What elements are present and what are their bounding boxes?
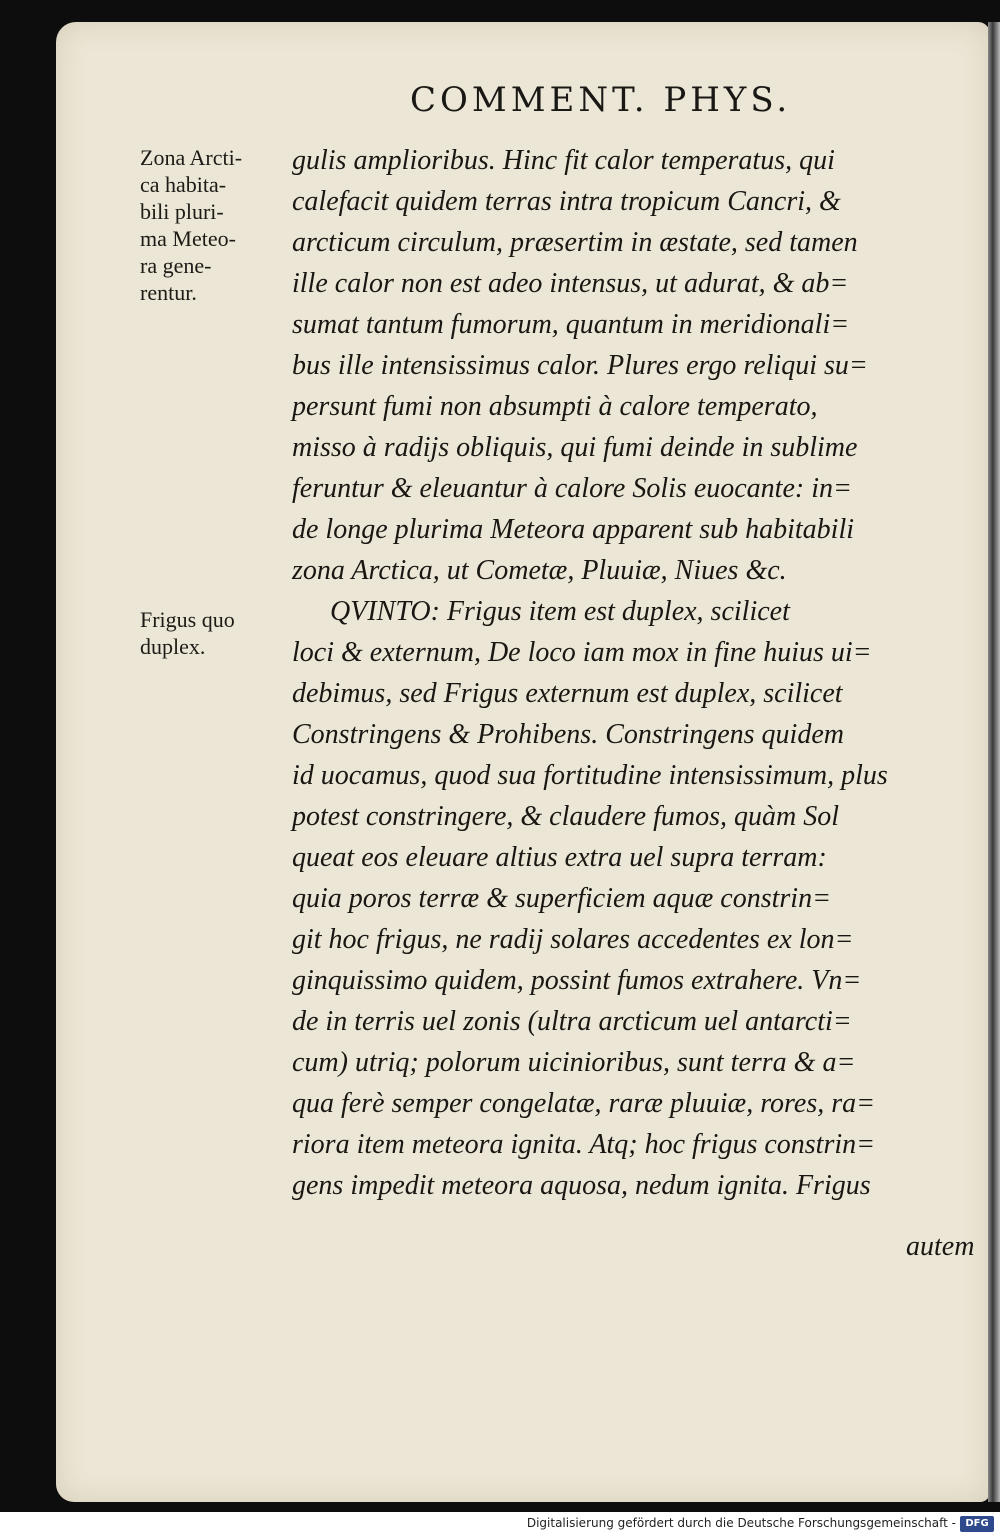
text-line: arcticum circulum, præsertim in æstate, sed tamen [292, 227, 858, 258]
text-line: loci & externum, De loco iam mox in fine huius ui= [292, 637, 872, 668]
text-line: Constringens & Prohibens. Constringens quidem [292, 719, 844, 750]
marginal-note-2 [140, 606, 290, 660]
text-line: queat eos eleuare altius extra uel supra terram: [292, 842, 827, 873]
text-line: de in terris uel zonis (ultra arcticum uel antarcti= [292, 1006, 852, 1037]
text-line: qua ferè semper congelatæ, raræ pluuiæ, rores, ra= [292, 1088, 876, 1119]
text-line: feruntur & eleuantur à calore Solis euocante: in= [292, 473, 852, 504]
dfg-logo: DFG [960, 1516, 994, 1532]
text-line: gens impedit meteora aquosa, nedum ignita. Frigus [292, 1170, 871, 1201]
text-line: ginquissimo quidem, possint fumos extrahere. Vn= [292, 965, 862, 996]
footer-credit: Digitalisierung gefördert durch die Deutsche Forschungsgemeinschaft - [526, 1516, 956, 1530]
text-line: de longe plurima Meteora apparent sub habitabili [292, 514, 855, 545]
text-line: zona Arctica, ut Cometæ, Pluuiæ, Niues &c. [292, 555, 787, 586]
marginal-line: duplex. [140, 634, 206, 659]
text-line: ille calor non est adeo intensus, ut adurat, & ab= [292, 268, 849, 299]
text-line: persunt fumi non absumpti à calore temperato, [292, 391, 818, 422]
marginal-note-1 [140, 144, 290, 306]
marginal-line: bili pluri- [140, 199, 224, 224]
page-edge [988, 22, 1000, 1502]
text-line: bus ille intensissimus calor. Plures ergo reliqui su= [292, 350, 868, 381]
text-line: misso à radijs obliquis, qui fumi deinde in sublime [292, 432, 858, 463]
text-line: sumat tantum fumorum, quantum in meridionali= [292, 309, 850, 340]
text-line: gulis amplioribus. Hinc fit calor temperatus, qui [292, 145, 835, 176]
text-line: git hoc frigus, ne radij solares accedentes ex lon= [292, 924, 854, 955]
marginal-line: ra gene- [140, 253, 212, 278]
marginal-line: ca habita- [140, 172, 227, 197]
text-line: potest constringere, & claudere fumos, quàm Sol [292, 801, 839, 832]
marginal-line: Zona Arcti- [140, 145, 243, 170]
text-line: cum) utriq; polorum uicinioribus, sunt terra & a= [292, 1047, 856, 1078]
running-head: COMMENT. PHYS. [410, 80, 792, 120]
marginal-line: rentur. [140, 280, 197, 305]
body-text [292, 140, 972, 1206]
catchword: autem [906, 1231, 975, 1262]
text-line: riora item meteora ignita. Atq; hoc frigus constrin= [292, 1129, 876, 1160]
footer-bar [0, 1512, 1000, 1537]
text-line: debimus, sed Frigus externum est duplex, scilicet [292, 678, 843, 709]
marginal-line: Frigus quo [140, 607, 235, 632]
text-line: id uocamus, quod sua fortitudine intensissimum, plus [292, 760, 888, 791]
text-line: quia poros terræ & superficiem aquæ constrin= [292, 883, 831, 914]
text-line: QVINTO: Frigus item est duplex, scilicet [330, 596, 790, 627]
text-line: calefacit quidem terras intra tropicum Cancri, & [292, 186, 841, 217]
marginal-line: ma Meteo- [140, 226, 236, 251]
